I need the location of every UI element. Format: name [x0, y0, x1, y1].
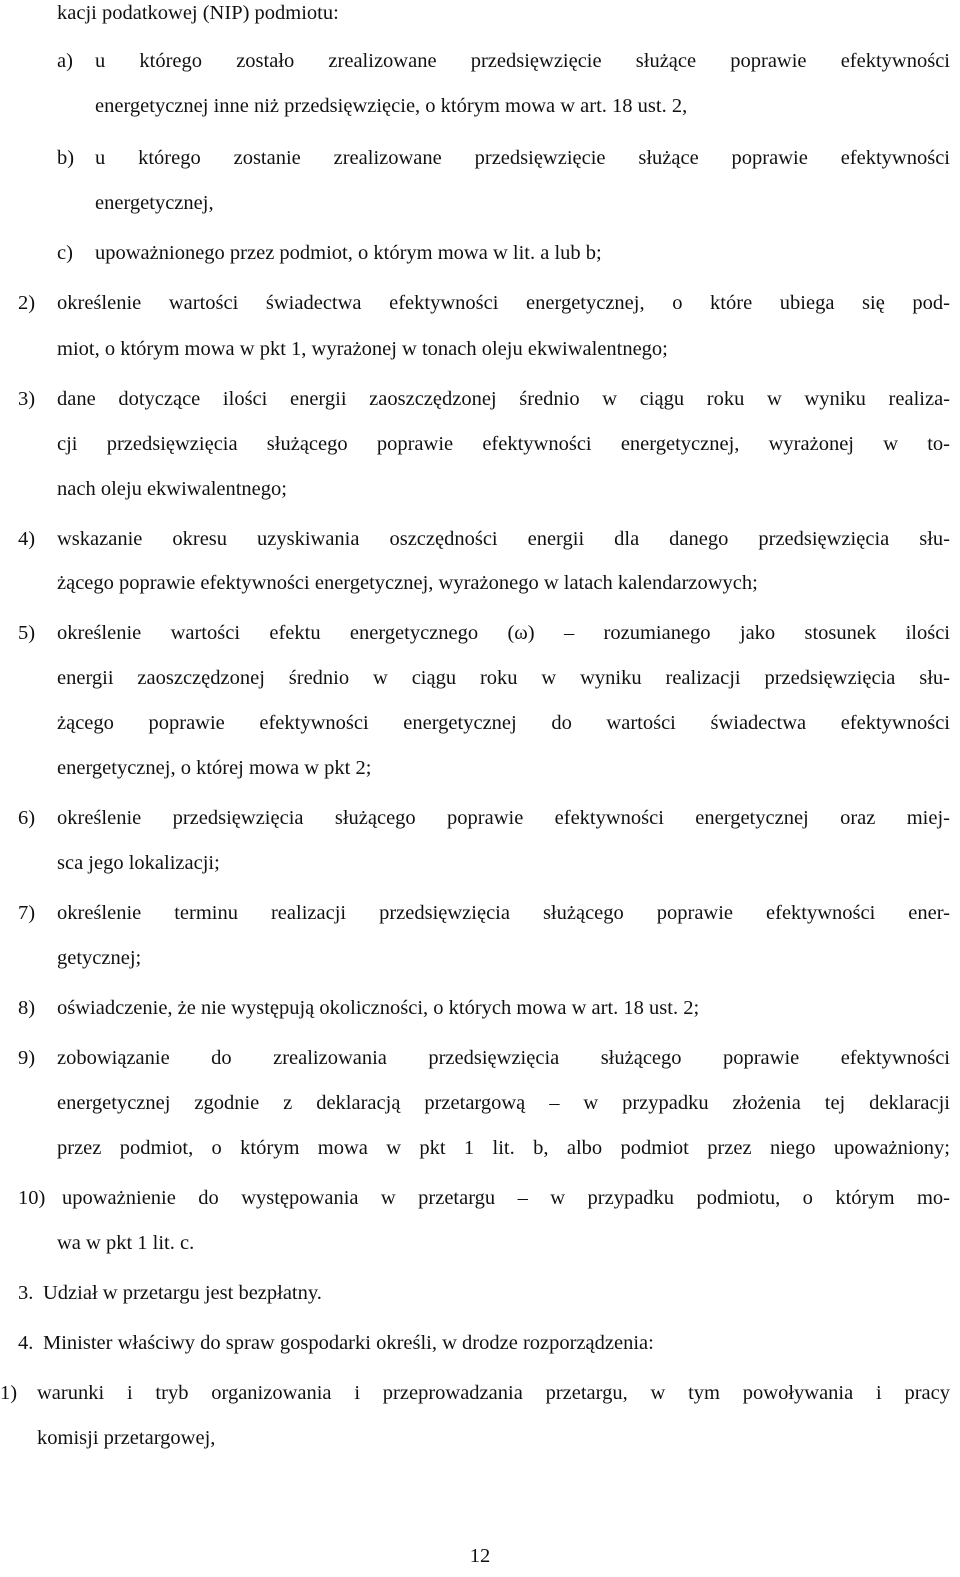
top-line: kacji podatkowej (NIP) podmiotu: [57, 2, 339, 24]
paragraph-marker: 3. [18, 1282, 34, 1304]
list-item-line: upoważnionego przez podmiot, o którym mowa w lit. a lub b; [95, 242, 602, 264]
list-item-marker: 6) [18, 807, 36, 829]
list-item-marker: 8) [18, 997, 36, 1019]
list-item-line: określenie wartości efektu energetycznego (ω) – rozumianego jako stosunek ilości [57, 622, 950, 644]
list-item-line: energetycznej, [95, 192, 214, 214]
list-item-line: u którego zostało zrealizowane przedsięwzięcie służące poprawie efektywności [95, 50, 950, 72]
list-item-marker: 10) [18, 1187, 46, 1209]
paragraph-marker: 4. [18, 1332, 34, 1354]
list-item-line: określenie przedsięwzięcia służącego poprawie efektywności energetycznej oraz miej- [57, 807, 950, 829]
list-item-line: energetycznej inne niż przedsięwzięcie, o którym mowa w art. 18 ust. 2, [95, 95, 688, 117]
list-item-line: energii zaoszczędzonej średnio w ciągu roku w wyniku realizacji przedsięwzięcia słu- [57, 667, 950, 689]
list-item-marker: 1) [0, 1382, 18, 1404]
list-item-marker: b) [57, 147, 75, 169]
list-item-line: getycznej; [57, 947, 142, 969]
list-item-line: dane dotyczące ilości energii zaoszczędzonej średnio w ciągu roku w wyniku realiza- [57, 388, 950, 410]
list-item-line: wa w pkt 1 lit. c. [57, 1232, 195, 1254]
list-item-line: upoważnienie do występowania w przetargu – w przypadku podmiotu, o którym mo- [62, 1187, 950, 1209]
list-item-line: określenie wartości świadectwa efektywności energetycznej, o które ubiega się pod- [57, 292, 950, 314]
list-item-line: cji przedsięwzięcia służącego poprawie efektywności energetycznej, wyrażonej w to- [57, 433, 950, 455]
list-item-line: u którego zostanie zrealizowane przedsięwzięcie służące poprawie efektywności [95, 147, 950, 169]
paragraph-text: Minister właściwy do spraw gospodarki określi, w drodze rozporządzenia: [43, 1332, 654, 1354]
list-item-line: zobowiązanie do zrealizowania przedsięwzięcia służącego poprawie efektywności [57, 1047, 950, 1069]
list-item-line: określenie terminu realizacji przedsięwzięcia służącego poprawie efektywności ener- [57, 902, 950, 924]
list-item-line: energetycznej, o której mowa w pkt 2; [57, 757, 372, 779]
list-item-line: oświadczenie, że nie występują okoliczności, o których mowa w art. 18 ust. 2; [57, 997, 700, 1019]
list-item-line: komisji przetargowej, [37, 1427, 216, 1449]
list-item-marker: 7) [18, 902, 36, 924]
list-item-line: wskazanie okresu uzyskiwania oszczędności energii dla danego przedsięwzięcia słu- [57, 528, 950, 550]
paragraph-text: Udział w przetargu jest bezpłatny. [43, 1282, 322, 1304]
list-item-marker: 5) [18, 622, 36, 644]
list-item-line: przez podmiot, o którym mowa w pkt 1 lit. b, albo podmiot przez niego upoważniony; [57, 1137, 950, 1159]
list-item-marker: 9) [18, 1047, 36, 1069]
list-item-line: sca jego lokalizacji; [57, 852, 220, 874]
list-item-marker: 4) [18, 528, 36, 550]
list-item-marker: a) [57, 50, 73, 72]
list-item-line: energetycznej zgodnie z deklaracją przetargową – w przypadku złożenia tej deklaracji [57, 1092, 950, 1114]
list-item-line: warunki i tryb organizowania i przeprowadzania przetargu, w tym powoływania i pracy [37, 1382, 950, 1404]
list-item-marker: 2) [18, 292, 36, 314]
list-item-marker: 3) [18, 388, 36, 410]
list-item-marker: c) [57, 242, 73, 264]
list-item-line: miot, o którym mowa w pkt 1, wyrażonej w tonach oleju ekwiwalentnego; [57, 338, 668, 360]
list-item-line: żącego poprawie efektywności energetycznej, wyrażonego w latach kalendarzowych; [57, 572, 758, 594]
page-number: 12 [469, 1545, 491, 1567]
list-item-line: nach oleju ekwiwalentnego; [57, 478, 287, 500]
list-item-line: żącego poprawie efektywności energetycznej do wartości świadectwa efektywności [57, 712, 950, 734]
